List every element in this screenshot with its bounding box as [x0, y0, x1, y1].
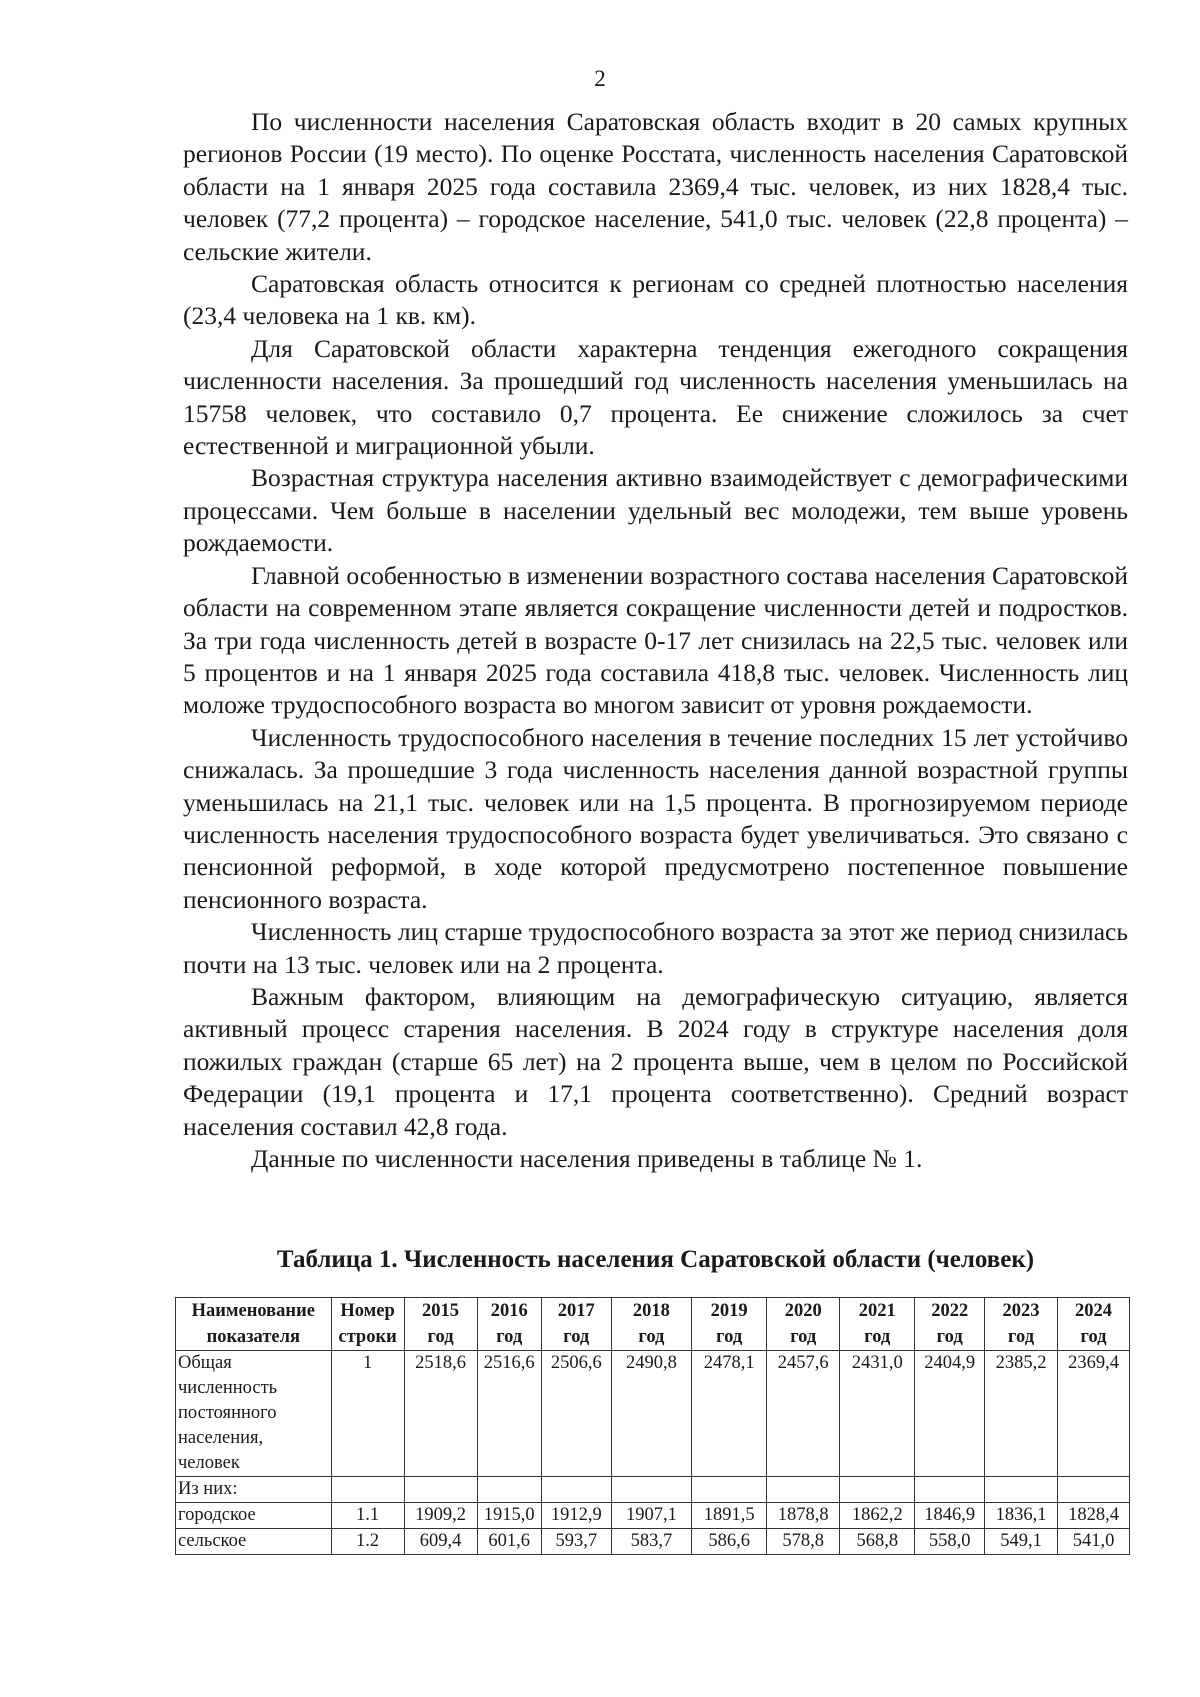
row-name-cell: городское [176, 1503, 332, 1529]
value-cell: 578,8 [767, 1529, 840, 1555]
value-cell: 2518,6 [404, 1351, 477, 1477]
value-cell: 1912,9 [541, 1503, 611, 1529]
table-row [176, 1529, 1130, 1555]
value-cell: 2385,2 [985, 1351, 1058, 1477]
paragraph: По численности населения Саратовская область входит в 20 самых крупных регионов России (19 место). По оценке Росстата, численность населения Саратовской области на 1 января 2025 года составила 2369,4 тыс. человек, из них 1828,4 тыс. человек (77,2 процента) – городское население, 541,0 тыс. человек (22,8 процента) – сельские жители. [183, 107, 1128, 266]
value-cell [985, 1477, 1058, 1503]
row-number-cell [331, 1477, 404, 1503]
value-cell: 2516,6 [477, 1351, 541, 1477]
header-cell-year: 2024 год [1058, 1298, 1130, 1351]
paragraph: Для Саратовской области характерна тенденция ежегодного сокращения численности населения. За прошедший год численность населения уменьшилась на 15758 человек, что составило 0,7 процента. Ее снижение сложилось за счет естественной и миграционной убыли. [183, 333, 1128, 461]
table-header-row [176, 1298, 1130, 1351]
value-cell: 2490,8 [611, 1351, 691, 1477]
row-name-cell: сельское [176, 1529, 332, 1555]
header-cell-year: 2023 год [985, 1298, 1058, 1351]
value-cell: 609,4 [404, 1529, 477, 1555]
paragraph: Численность трудоспособного населения в течение последних 15 лет устойчиво снижалась. За прошедшие 3 года численность населения данной возрастной группы уменьшилась на 21,1 тыс. человек или на 1,5 процента. В прогнозируемом периоде численность населения трудоспособного возраста будет увеличиваться. Это связано с пенсионной реформой, в ходе которой предусмотрено постепенное повышение пенсионного возраста. [183, 722, 1128, 914]
paragraph: Возрастная структура населения активно взаимодействует с демографическими процессами. Чем больше в населении удельный вес молодежи, тем выше уровень рождаемости. [183, 463, 1128, 558]
value-cell: 1878,8 [767, 1503, 840, 1529]
page-number: 2 [594, 66, 606, 91]
value-cell [915, 1477, 985, 1503]
value-cell [840, 1477, 915, 1503]
table-row [176, 1503, 1130, 1529]
value-cell: 2369,4 [1058, 1351, 1130, 1477]
value-cell: 1909,2 [404, 1503, 477, 1529]
value-cell: 1915,0 [477, 1503, 541, 1529]
value-cell [1058, 1477, 1130, 1503]
value-cell [611, 1477, 691, 1503]
value-cell: 558,0 [915, 1529, 985, 1555]
value-cell: 601,6 [477, 1529, 541, 1555]
header-cell-year: 2017 год [541, 1298, 611, 1351]
value-cell: 1862,2 [840, 1503, 915, 1529]
row-number-cell: 1.1 [331, 1503, 404, 1529]
header-cell-year: 2021 год [840, 1298, 915, 1351]
value-cell: 1891,5 [692, 1503, 767, 1529]
row-name-cell: Общая численность постоянного населения, человек [176, 1351, 332, 1477]
paragraph: Главной особенностью в изменении возрастного состава населения Саратовской области на современном этапе является сокращение численности детей и подростков. За три года численность детей в возрасте 0-17 лет снизилась на 22,5 тыс. человек или 5 процентов и на 1 января 2025 года составила 418,8 тыс. человек. Численность лиц моложе трудоспособного возраста во многом зависит от уровня рождаемости. [183, 560, 1128, 720]
table-caption: Таблица 1. Численность населения Саратовской области (человек) [276, 1246, 1035, 1273]
header-cell-number: Номер строки [331, 1298, 404, 1351]
value-cell: 2478,1 [692, 1351, 767, 1477]
table-row [176, 1477, 1130, 1503]
header-cell-year: 2020 год [767, 1298, 840, 1351]
paragraph: Данные по численности населения приведены в таблице № 1. [251, 1144, 923, 1173]
value-cell [541, 1477, 611, 1503]
value-cell: 568,8 [840, 1529, 915, 1555]
body-text [183, 106, 1128, 1175]
value-cell: 1828,4 [1058, 1503, 1130, 1529]
table-row [176, 1351, 1130, 1477]
header-cell-year: 2022 год [915, 1298, 985, 1351]
row-number-cell: 1 [331, 1351, 404, 1477]
paragraph: Важным фактором, влияющим на демографическую ситуацию, является активный процесс старения населения. В 2024 году в структуре населения доля пожилых граждан (старше 65 лет) на 2 процента выше, чем в целом по Российской Федерации (19,1 процента и 17,1 процента соответственно). Средний возраст населения составил 42,8 года. [183, 981, 1128, 1141]
value-cell: 549,1 [985, 1529, 1058, 1555]
value-cell: 1836,1 [985, 1503, 1058, 1529]
header-cell-name: Наименование показателя [176, 1298, 332, 1351]
value-cell [692, 1477, 767, 1503]
value-cell: 2457,6 [767, 1351, 840, 1477]
value-cell: 2431,0 [840, 1351, 915, 1477]
paragraph: Численность лиц старше трудоспособного возраста за этот же период снизилась почти на 13 тыс. человек или на 2 процента. [183, 917, 1128, 979]
value-cell: 1846,9 [915, 1503, 985, 1529]
header-cell-year: 2016 год [477, 1298, 541, 1351]
value-cell: 2404,9 [915, 1351, 985, 1477]
value-cell: 2506,6 [541, 1351, 611, 1477]
value-cell: 586,6 [692, 1529, 767, 1555]
value-cell [477, 1477, 541, 1503]
value-cell: 583,7 [611, 1529, 691, 1555]
header-cell-year: 2019 год [692, 1298, 767, 1351]
value-cell [767, 1477, 840, 1503]
paragraph: Саратовская область относится к регионам со средней плотностью населения (23,4 человека на 1 кв. км). [183, 269, 1128, 331]
row-number-cell: 1.2 [331, 1529, 404, 1555]
value-cell [404, 1477, 477, 1503]
value-cell: 541,0 [1058, 1529, 1130, 1555]
header-cell-year: 2018 год [611, 1298, 691, 1351]
population-table [175, 1297, 1130, 1555]
header-cell-year: 2015 год [404, 1298, 477, 1351]
value-cell: 1907,1 [611, 1503, 691, 1529]
row-name-cell: Из них: [176, 1477, 332, 1503]
value-cell: 593,7 [541, 1529, 611, 1555]
